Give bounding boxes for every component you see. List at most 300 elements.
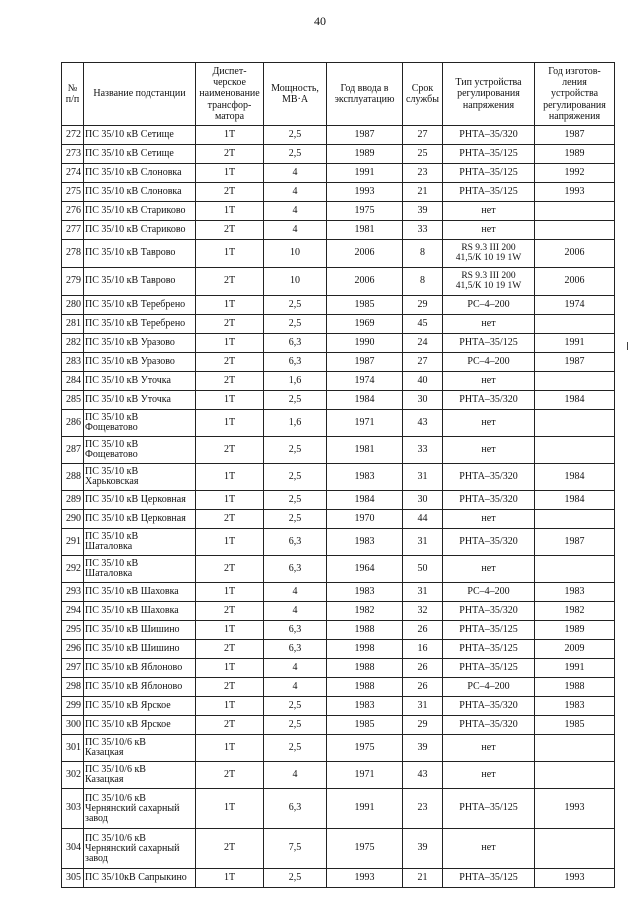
cell-substation-name: ПС 35/10 кВ Слоновка	[84, 164, 196, 183]
table-row	[62, 829, 615, 869]
table-row	[62, 529, 615, 556]
cell-regulator-type: РНТА–35/320	[443, 716, 535, 735]
cell-num: 281	[62, 315, 84, 334]
cell-num: 292	[62, 556, 84, 583]
cell-regulator-type: РНТА–35/125	[443, 164, 535, 183]
cell-power: 6,3	[264, 334, 327, 353]
table-row	[62, 583, 615, 602]
cell-regulator-type: РНТА–35/125	[443, 659, 535, 678]
cell-power: 4	[264, 583, 327, 602]
margin-mark	[627, 342, 628, 350]
cell-commission-year: 1987	[327, 353, 403, 372]
table-row	[62, 510, 615, 529]
cell-transformer: 1Т	[196, 464, 264, 491]
header-service: Срок службы	[403, 63, 443, 126]
cell-substation-name: ПС 35/10 кВ Сетище	[84, 145, 196, 164]
header-name: Название подстанции	[84, 63, 196, 126]
cell-transformer: 1Т	[196, 621, 264, 640]
cell-transformer: 2Т	[196, 183, 264, 202]
cell-transformer: 2Т	[196, 315, 264, 334]
cell-regulator-year	[535, 762, 615, 789]
cell-num: 299	[62, 697, 84, 716]
cell-regulator-year: 1984	[535, 391, 615, 410]
cell-substation-name: ПС 35/10 кВ Фощеватово	[84, 410, 196, 437]
table-row	[62, 268, 615, 296]
cell-num: 294	[62, 602, 84, 621]
cell-regulator-type: нет	[443, 221, 535, 240]
cell-transformer: 1Т	[196, 789, 264, 829]
page-number: 40	[314, 14, 326, 28]
cell-service-life: 25	[403, 145, 443, 164]
cell-commission-year: 1983	[327, 464, 403, 491]
cell-num: 274	[62, 164, 84, 183]
cell-num: 280	[62, 296, 84, 315]
cell-num: 283	[62, 353, 84, 372]
cell-num: 297	[62, 659, 84, 678]
cell-service-life: 45	[403, 315, 443, 334]
cell-regulator-type: РНТА–35/320	[443, 464, 535, 491]
cell-regulator-year: 1991	[535, 334, 615, 353]
cell-regulator-year: 1983	[535, 697, 615, 716]
cell-regulator-type: РНТА–35/320	[443, 529, 535, 556]
cell-substation-name: ПС 35/10 кВ Уразово	[84, 353, 196, 372]
cell-transformer: 1Т	[196, 126, 264, 145]
cell-service-life: 50	[403, 556, 443, 583]
cell-num: 290	[62, 510, 84, 529]
cell-regulator-year: 1983	[535, 583, 615, 602]
cell-service-life: 30	[403, 391, 443, 410]
cell-service-life: 44	[403, 510, 443, 529]
cell-substation-name: ПС 35/10 кВ Церковная	[84, 491, 196, 510]
cell-commission-year: 2006	[327, 268, 403, 296]
cell-num: 286	[62, 410, 84, 437]
table-row	[62, 353, 615, 372]
cell-num: 293	[62, 583, 84, 602]
header-power: Мощность, МВ·А	[264, 63, 327, 126]
cell-num: 301	[62, 735, 84, 762]
cell-service-life: 8	[403, 268, 443, 296]
cell-regulator-type: RS 9.3 III 200 41,5/К 10 19 1W	[443, 240, 535, 268]
cell-power: 10	[264, 240, 327, 268]
cell-service-life: 31	[403, 464, 443, 491]
table-row	[62, 164, 615, 183]
cell-service-life: 16	[403, 640, 443, 659]
cell-regulator-type: РНТА–35/320	[443, 697, 535, 716]
cell-regulator-type: нет	[443, 437, 535, 464]
cell-power: 2,5	[264, 391, 327, 410]
table-row	[62, 762, 615, 789]
cell-regulator-type: нет	[443, 202, 535, 221]
cell-regulator-type: РНТА–35/125	[443, 869, 535, 888]
cell-num: 275	[62, 183, 84, 202]
cell-regulator-year: 1993	[535, 183, 615, 202]
cell-service-life: 26	[403, 659, 443, 678]
cell-substation-name: ПС 35/10 кВ Яблоново	[84, 659, 196, 678]
cell-power: 4	[264, 202, 327, 221]
cell-regulator-year: 1988	[535, 678, 615, 697]
table-header-row	[62, 63, 615, 126]
cell-regulator-type: нет	[443, 762, 535, 789]
cell-transformer: 1Т	[196, 869, 264, 888]
cell-regulator-type: нет	[443, 510, 535, 529]
cell-transformer: 1Т	[196, 659, 264, 678]
cell-power: 2,5	[264, 296, 327, 315]
cell-regulator-year	[535, 410, 615, 437]
cell-transformer: 2Т	[196, 437, 264, 464]
cell-regulator-type: нет	[443, 735, 535, 762]
cell-num: 285	[62, 391, 84, 410]
cell-substation-name: ПС 35/10/6 кВ Казацкая	[84, 762, 196, 789]
cell-regulator-type: РНТА–35/125	[443, 145, 535, 164]
cell-commission-year: 1969	[327, 315, 403, 334]
cell-commission-year: 1993	[327, 183, 403, 202]
cell-regulator-year	[535, 829, 615, 869]
cell-transformer: 2Т	[196, 829, 264, 869]
table-row	[62, 789, 615, 829]
cell-substation-name: ПС 35/10 кВ Таврово	[84, 268, 196, 296]
cell-regulator-type: нет	[443, 556, 535, 583]
table-row	[62, 145, 615, 164]
cell-regulator-type: РНТА–35/125	[443, 789, 535, 829]
cell-regulator-type: РНТА–35/320	[443, 391, 535, 410]
cell-commission-year: 1981	[327, 437, 403, 464]
cell-service-life: 26	[403, 621, 443, 640]
cell-regulator-year: 1989	[535, 145, 615, 164]
cell-num: 296	[62, 640, 84, 659]
cell-power: 2,5	[264, 716, 327, 735]
cell-commission-year: 1985	[327, 296, 403, 315]
cell-regulator-type: РС–4–200	[443, 353, 535, 372]
cell-substation-name: ПС 35/10 кВ Ярское	[84, 697, 196, 716]
substation-table	[61, 62, 615, 888]
cell-num: 305	[62, 869, 84, 888]
cell-commission-year: 1982	[327, 602, 403, 621]
cell-substation-name: ПС 35/10 кВ Ярское	[84, 716, 196, 735]
cell-power: 4	[264, 164, 327, 183]
cell-substation-name: ПС 35/10 кВ Шаталовка	[84, 529, 196, 556]
cell-power: 2,5	[264, 145, 327, 164]
cell-power: 2,5	[264, 869, 327, 888]
cell-commission-year: 1998	[327, 640, 403, 659]
cell-num: 300	[62, 716, 84, 735]
cell-regulator-year	[535, 315, 615, 334]
cell-commission-year: 1985	[327, 716, 403, 735]
cell-commission-year: 1983	[327, 583, 403, 602]
header-year: Год ввода в эксплуатацию	[327, 63, 403, 126]
cell-power: 6,3	[264, 789, 327, 829]
cell-substation-name: ПС 35/10 кВ Шаховка	[84, 583, 196, 602]
cell-commission-year: 1983	[327, 529, 403, 556]
table-row	[62, 372, 615, 391]
cell-transformer: 2Т	[196, 640, 264, 659]
table-row	[62, 491, 615, 510]
cell-power: 10	[264, 268, 327, 296]
cell-regulator-year	[535, 221, 615, 240]
cell-power: 1,6	[264, 372, 327, 391]
cell-service-life: 21	[403, 869, 443, 888]
cell-service-life: 29	[403, 296, 443, 315]
cell-service-life: 33	[403, 437, 443, 464]
cell-num: 304	[62, 829, 84, 869]
cell-transformer: 2Т	[196, 602, 264, 621]
table-row	[62, 126, 615, 145]
cell-service-life: 27	[403, 353, 443, 372]
cell-service-life: 29	[403, 716, 443, 735]
cell-regulator-year: 2006	[535, 268, 615, 296]
cell-transformer: 1Т	[196, 529, 264, 556]
table-row	[62, 869, 615, 888]
cell-substation-name: ПС 35/10 кВ Стариково	[84, 202, 196, 221]
header-device-year: Год изготов- ления устройства регулирования напряжения	[535, 63, 615, 126]
cell-transformer: 2Т	[196, 678, 264, 697]
cell-transformer: 1Т	[196, 410, 264, 437]
cell-service-life: 43	[403, 762, 443, 789]
cell-regulator-year: 1993	[535, 789, 615, 829]
cell-substation-name: ПС 35/10 кВ Стариково	[84, 221, 196, 240]
cell-substation-name: ПС 35/10/6 кВ Казацкая	[84, 735, 196, 762]
cell-transformer: 1Т	[196, 164, 264, 183]
cell-regulator-year	[535, 202, 615, 221]
cell-regulator-type: нет	[443, 372, 535, 391]
cell-num: 302	[62, 762, 84, 789]
cell-service-life: 39	[403, 202, 443, 221]
cell-transformer: 2Т	[196, 716, 264, 735]
table-row	[62, 202, 615, 221]
cell-regulator-year: 1984	[535, 464, 615, 491]
cell-power: 4	[264, 183, 327, 202]
cell-regulator-year: 1974	[535, 296, 615, 315]
cell-substation-name: ПС 35/10 кВ Теребрено	[84, 296, 196, 315]
cell-substation-name: ПС 35/10 кВ Шишино	[84, 621, 196, 640]
cell-regulator-type: РНТА–35/125	[443, 621, 535, 640]
cell-substation-name: ПС 35/10 кВ Слоновка	[84, 183, 196, 202]
cell-substation-name: ПС 35/10 кВ Уразово	[84, 334, 196, 353]
cell-transformer: 1Т	[196, 583, 264, 602]
cell-substation-name: ПС 35/10 кВ Шишино	[84, 640, 196, 659]
cell-transformer: 1Т	[196, 391, 264, 410]
cell-regulator-type: РНТА–35/320	[443, 491, 535, 510]
cell-num: 289	[62, 491, 84, 510]
cell-commission-year: 1988	[327, 621, 403, 640]
cell-commission-year: 1984	[327, 491, 403, 510]
cell-transformer: 1Т	[196, 334, 264, 353]
cell-commission-year: 2006	[327, 240, 403, 268]
cell-commission-year: 1975	[327, 202, 403, 221]
cell-substation-name: ПС 35/10/6 кВ Чернянский сахарный завод	[84, 829, 196, 869]
cell-num: 287	[62, 437, 84, 464]
cell-regulator-year: 1989	[535, 621, 615, 640]
cell-substation-name: ПС 35/10 кВ Сетище	[84, 126, 196, 145]
cell-regulator-type: нет	[443, 410, 535, 437]
cell-power: 6,3	[264, 529, 327, 556]
cell-power: 2,5	[264, 491, 327, 510]
cell-commission-year: 1975	[327, 735, 403, 762]
cell-regulator-year	[535, 735, 615, 762]
cell-transformer: 2Т	[196, 353, 264, 372]
cell-num: 288	[62, 464, 84, 491]
header-num: № п/п	[62, 63, 84, 126]
table-row	[62, 556, 615, 583]
cell-regulator-year: 1991	[535, 659, 615, 678]
cell-num: 273	[62, 145, 84, 164]
cell-service-life: 30	[403, 491, 443, 510]
cell-commission-year: 1990	[327, 334, 403, 353]
cell-power: 1,6	[264, 410, 327, 437]
cell-regulator-type: нет	[443, 315, 535, 334]
cell-substation-name: ПС 35/10 кВ Фощеватово	[84, 437, 196, 464]
cell-substation-name: ПС 35/10 кВ Таврово	[84, 240, 196, 268]
cell-commission-year: 1984	[327, 391, 403, 410]
cell-power: 6,3	[264, 621, 327, 640]
cell-transformer: 2Т	[196, 556, 264, 583]
table-row	[62, 716, 615, 735]
cell-service-life: 32	[403, 602, 443, 621]
cell-transformer: 2Т	[196, 372, 264, 391]
cell-commission-year: 1964	[327, 556, 403, 583]
cell-substation-name: ПС 35/10 кВ Уточка	[84, 391, 196, 410]
cell-regulator-year	[535, 510, 615, 529]
cell-num: 272	[62, 126, 84, 145]
cell-num: 278	[62, 240, 84, 268]
header-transformer: Диспет- черское наименование трансфор- матора	[196, 63, 264, 126]
table-body	[62, 126, 615, 888]
cell-power: 2,5	[264, 437, 327, 464]
cell-commission-year: 1987	[327, 126, 403, 145]
cell-regulator-type: РС–4–200	[443, 678, 535, 697]
cell-regulator-type: РНТА–35/320	[443, 602, 535, 621]
cell-commission-year: 1983	[327, 697, 403, 716]
cell-num: 298	[62, 678, 84, 697]
cell-commission-year: 1991	[327, 789, 403, 829]
cell-regulator-year: 1992	[535, 164, 615, 183]
cell-regulator-type: РС–4–200	[443, 296, 535, 315]
cell-transformer: 1Т	[196, 296, 264, 315]
cell-service-life: 26	[403, 678, 443, 697]
table-row	[62, 640, 615, 659]
table-row	[62, 464, 615, 491]
cell-substation-name: ПС 35/10 кВ Уточка	[84, 372, 196, 391]
cell-service-life: 31	[403, 583, 443, 602]
cell-service-life: 23	[403, 789, 443, 829]
cell-commission-year: 1971	[327, 410, 403, 437]
cell-power: 4	[264, 678, 327, 697]
cell-transformer: 2Т	[196, 510, 264, 529]
cell-service-life: 31	[403, 697, 443, 716]
cell-service-life: 8	[403, 240, 443, 268]
table-row	[62, 735, 615, 762]
cell-service-life: 23	[403, 164, 443, 183]
cell-transformer: 1Т	[196, 240, 264, 268]
cell-num: 303	[62, 789, 84, 829]
cell-transformer: 1Т	[196, 735, 264, 762]
cell-num: 295	[62, 621, 84, 640]
table-row	[62, 221, 615, 240]
cell-power: 2,5	[264, 315, 327, 334]
cell-regulator-year: 2006	[535, 240, 615, 268]
cell-substation-name: ПС 35/10 кВ Шаталовка	[84, 556, 196, 583]
cell-power: 6,3	[264, 640, 327, 659]
cell-service-life: 27	[403, 126, 443, 145]
cell-commission-year: 1993	[327, 869, 403, 888]
cell-power: 2,5	[264, 510, 327, 529]
cell-power: 2,5	[264, 126, 327, 145]
cell-commission-year: 1971	[327, 762, 403, 789]
cell-commission-year: 1991	[327, 164, 403, 183]
table-row	[62, 602, 615, 621]
table-row	[62, 697, 615, 716]
cell-service-life: 21	[403, 183, 443, 202]
cell-num: 284	[62, 372, 84, 391]
cell-commission-year: 1988	[327, 659, 403, 678]
cell-power: 4	[264, 762, 327, 789]
cell-power: 7,5	[264, 829, 327, 869]
cell-regulator-year: 2009	[535, 640, 615, 659]
cell-transformer: 2Т	[196, 268, 264, 296]
cell-regulator-year: 1993	[535, 869, 615, 888]
cell-regulator-year: 1987	[535, 529, 615, 556]
table-row	[62, 315, 615, 334]
table-row	[62, 296, 615, 315]
cell-num: 291	[62, 529, 84, 556]
cell-transformer: 2Т	[196, 762, 264, 789]
cell-transformer: 2Т	[196, 221, 264, 240]
cell-transformer: 1Т	[196, 697, 264, 716]
cell-service-life: 43	[403, 410, 443, 437]
cell-regulator-type: РНТА–35/125	[443, 334, 535, 353]
cell-power: 4	[264, 602, 327, 621]
cell-regulator-year: 1985	[535, 716, 615, 735]
cell-power: 6,3	[264, 353, 327, 372]
cell-regulator-year: 1987	[535, 353, 615, 372]
cell-commission-year: 1981	[327, 221, 403, 240]
header-device: Тип устройства регулирования напряжения	[443, 63, 535, 126]
cell-regulator-year	[535, 556, 615, 583]
cell-substation-name: ПС 35/10/6 кВ Чернянский сахарный завод	[84, 789, 196, 829]
cell-service-life: 24	[403, 334, 443, 353]
cell-service-life: 31	[403, 529, 443, 556]
cell-regulator-year: 1982	[535, 602, 615, 621]
table-row	[62, 437, 615, 464]
cell-regulator-year	[535, 437, 615, 464]
cell-num: 276	[62, 202, 84, 221]
cell-substation-name: ПС 35/10 кВ Яблоново	[84, 678, 196, 697]
cell-num: 277	[62, 221, 84, 240]
cell-commission-year: 1988	[327, 678, 403, 697]
cell-substation-name: ПС 35/10кВ Сапрыкино	[84, 869, 196, 888]
cell-commission-year: 1974	[327, 372, 403, 391]
cell-service-life: 40	[403, 372, 443, 391]
cell-power: 4	[264, 221, 327, 240]
cell-num: 282	[62, 334, 84, 353]
cell-regulator-year: 1984	[535, 491, 615, 510]
cell-regulator-type: РНТА–35/320	[443, 126, 535, 145]
table-row	[62, 334, 615, 353]
cell-service-life: 33	[403, 221, 443, 240]
cell-transformer: 2Т	[196, 145, 264, 164]
cell-num: 279	[62, 268, 84, 296]
cell-regulator-year	[535, 372, 615, 391]
cell-commission-year: 1970	[327, 510, 403, 529]
table-row	[62, 391, 615, 410]
cell-regulator-type: РС–4–200	[443, 583, 535, 602]
table-row	[62, 659, 615, 678]
table-row	[62, 621, 615, 640]
cell-regulator-year: 1987	[535, 126, 615, 145]
table-row	[62, 410, 615, 437]
cell-power: 2,5	[264, 697, 327, 716]
cell-regulator-type: РНТА–35/125	[443, 640, 535, 659]
cell-substation-name: ПС 35/10 кВ Шаховка	[84, 602, 196, 621]
